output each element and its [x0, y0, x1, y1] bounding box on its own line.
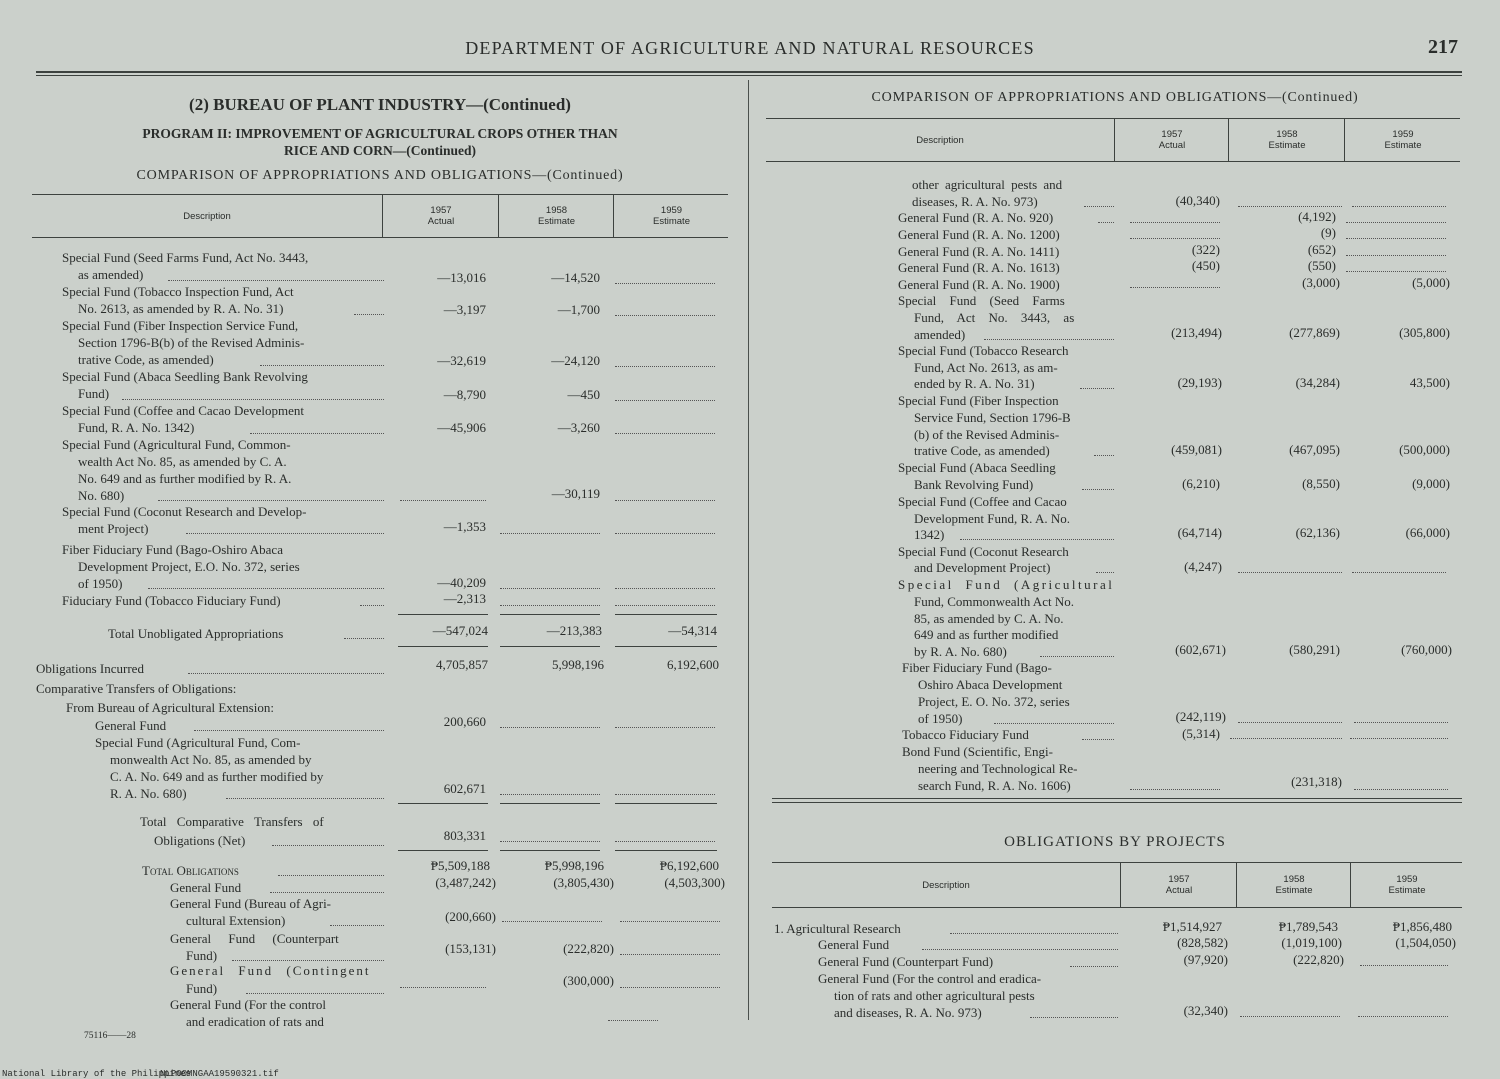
- value: —2,313: [443, 591, 486, 606]
- underline: [398, 646, 488, 647]
- row-label: of 1950): [78, 576, 123, 591]
- table-header-right: [766, 118, 1460, 162]
- col-1959: [1344, 119, 1461, 161]
- leader-dots: [500, 841, 600, 842]
- leader-dots: [615, 315, 715, 316]
- leader-dots: [1358, 1016, 1448, 1017]
- col-1957-year: 1957: [430, 205, 452, 216]
- row-label: General Fund (Bureau of Agri-: [170, 896, 332, 911]
- value: (459,081): [1171, 442, 1222, 457]
- value: (8,550): [1302, 476, 1340, 491]
- value: (34,284): [1295, 375, 1340, 390]
- value: —8,790: [443, 387, 486, 402]
- col-description: Description: [183, 210, 231, 222]
- page-number: 217: [1428, 36, 1458, 58]
- row-label: Oshiro Abaca Development: [918, 677, 1063, 692]
- table-header-left: [32, 194, 728, 238]
- leader-dots: [1082, 739, 1114, 740]
- leader-dots: [1346, 222, 1446, 223]
- row-label: Special Fund (Coconut Research and Develop-: [62, 504, 307, 519]
- leader-dots: [615, 533, 715, 534]
- column-divider: [748, 80, 749, 1020]
- col-1957-kind: Actual: [1158, 140, 1186, 151]
- value: (222,820): [563, 941, 614, 956]
- row-label: Section 1796-B(b) of the Revised Adminis-: [78, 335, 305, 350]
- row-label: General Fund: [170, 880, 242, 895]
- row-label: Special Fund (Tobacco Research: [898, 343, 1069, 358]
- leader-dots: [400, 987, 486, 988]
- leader-dots: [250, 433, 384, 434]
- row-label: Special Fund (Coffee and Cacao: [898, 494, 1067, 509]
- leader-dots: [1080, 388, 1114, 389]
- row-label: Special Fund (Agricultural: [898, 577, 1115, 592]
- row-label: General Fund (R. A. No. 1613): [898, 260, 1060, 275]
- leader-dots: [246, 993, 384, 994]
- row-label: C. A. No. 649 and as further modified by: [110, 769, 324, 784]
- value: —13,016: [437, 270, 486, 285]
- col-description: Description: [922, 879, 970, 891]
- leader-dots: [344, 638, 384, 639]
- leader-dots: [615, 588, 715, 589]
- row-label: Special Fund (Fiber Inspection: [898, 393, 1059, 408]
- value: (300,000): [563, 973, 614, 988]
- row-label: ended by R. A. No. 31): [914, 376, 1035, 391]
- row-label: Fiber Fiduciary Fund (Bago-Oshiro Abaca: [62, 542, 283, 557]
- row-label: General Fund (For the control and eradica-: [818, 971, 1042, 986]
- row-label: Service Fund, Section 1796-B: [914, 410, 1071, 425]
- row-label: Special Fund (Abaca Seedling Bank Revolving: [62, 369, 308, 384]
- leader-dots: [960, 539, 1114, 540]
- col-1959-kind: Estimate: [1384, 140, 1422, 151]
- row-label: From Bureau of Agricultural Extension:: [66, 700, 274, 715]
- comparison-heading-right: COMPARISON OF APPROPRIATIONS AND OBLIGATIONS—(Continued): [871, 90, 1359, 105]
- leader-dots: [168, 280, 384, 281]
- leader-dots: [194, 730, 384, 731]
- leader-dots: [1096, 572, 1114, 573]
- col-1958-year: 1958: [1283, 874, 1305, 885]
- row-label: Special Fund (Agricultural Fund, Common-: [62, 437, 291, 452]
- col-1957: [382, 195, 499, 237]
- value: (652): [1307, 242, 1336, 257]
- value: (4,247): [1184, 559, 1222, 574]
- row-label: General Fund (R. A. No. 1200): [898, 227, 1060, 242]
- value: (222,820): [1293, 952, 1344, 967]
- row-label: Fund, Act No. 2613, as am-: [914, 360, 1058, 375]
- col-description: Description: [916, 134, 964, 146]
- col-1957-year: 1957: [1168, 874, 1190, 885]
- leader-dots: [1346, 271, 1446, 272]
- leader-dots: [1238, 722, 1342, 723]
- leader-dots: [615, 400, 715, 401]
- row-label: amended): [914, 327, 966, 342]
- value: —3,260: [557, 420, 600, 435]
- underline: [398, 803, 488, 804]
- leader-dots: [400, 500, 486, 501]
- col-1957: [1120, 863, 1237, 907]
- row-label: Fiduciary Fund (Tobacco Fiduciary Fund): [62, 593, 281, 608]
- leader-dots: [1352, 206, 1446, 207]
- leader-dots: [984, 339, 1114, 340]
- leader-dots: [615, 841, 715, 842]
- value: —14,520: [551, 270, 600, 285]
- row-label: Special Fund (Coffee and Cacao Development: [62, 403, 304, 418]
- row-label: and Development Project): [914, 560, 1051, 575]
- row-label: Fund, Commonwealth Act No.: [914, 594, 1074, 609]
- col-1958-kind: Estimate: [1275, 885, 1313, 896]
- underline: [398, 614, 488, 615]
- row-label: (b) of the Revised Adminis-: [914, 427, 1060, 442]
- value: —1,700: [557, 302, 600, 317]
- row-label: Special Fund (Coconut Research: [898, 544, 1069, 559]
- row-label: General Fund (Counterpart: [170, 931, 339, 946]
- value: (550): [1307, 258, 1336, 273]
- footer-library: National Library of the Philippines: [2, 1069, 192, 1079]
- row-label: Special Fund (Fiber Inspection Service Fund,: [62, 318, 299, 333]
- value: —24,120: [551, 353, 600, 368]
- row-label: Special Fund (Tobacco Inspection Fund, Act: [62, 284, 294, 299]
- value: (200,660): [445, 909, 496, 924]
- col-1959-year: 1959: [1396, 874, 1418, 885]
- row-label: Obligations (Net): [154, 833, 246, 848]
- header-rule-thin: [36, 75, 1462, 76]
- table-end-rule: [772, 798, 1462, 803]
- value: 6,192,600: [667, 657, 719, 672]
- value: (467,095): [1289, 442, 1340, 457]
- col-1959: [613, 195, 729, 237]
- leader-dots: [1354, 722, 1448, 723]
- row-label: other agricultural pests and: [912, 177, 1063, 192]
- value: (760,000): [1401, 642, 1452, 657]
- value: (97,920): [1183, 952, 1228, 967]
- row-label: 85, as amended by C. A. No.: [914, 611, 1064, 626]
- leader-dots: [500, 794, 600, 795]
- leader-dots: [1352, 572, 1446, 573]
- value: —3,197: [443, 302, 486, 317]
- value: (62,136): [1295, 525, 1340, 540]
- leader-dots: [615, 366, 715, 367]
- value: (153,131): [445, 941, 496, 956]
- leader-dots: [188, 673, 384, 674]
- row-label: General Fund (R. A. No. 1411): [898, 244, 1060, 259]
- value: ₱5,509,188: [430, 858, 490, 873]
- leader-dots: [270, 892, 384, 893]
- value: (40,340): [1175, 193, 1220, 208]
- row-label: No. 649 and as further modified by R. A.: [78, 471, 292, 486]
- leader-dots: [122, 399, 384, 400]
- value: ₱5,998,196: [544, 858, 604, 873]
- page-header-title: DEPARTMENT OF AGRICULTURE AND NATURAL RESOURCES: [465, 38, 1035, 58]
- row-label: General Fund: [95, 718, 167, 733]
- col-1959-year: 1959: [1392, 129, 1414, 140]
- leader-dots: [1040, 656, 1114, 657]
- row-label: ment Project): [78, 521, 149, 536]
- leader-dots: [186, 533, 384, 534]
- leader-dots: [1240, 1016, 1340, 1017]
- value: 4,705,857: [436, 657, 488, 672]
- value: (322): [1191, 242, 1220, 257]
- row-label: Bond Fund (Scientific, Engi-: [902, 744, 1053, 759]
- leader-dots: [994, 723, 1114, 724]
- value: 602,671: [443, 781, 486, 796]
- row-label: monwealth Act No. 85, as amended by: [110, 752, 312, 767]
- value: (3,000): [1302, 275, 1340, 290]
- row-label: General Fund: [818, 937, 890, 952]
- col-1959-year: 1959: [660, 205, 683, 216]
- leader-dots: [1070, 966, 1118, 967]
- leader-dots: [620, 954, 720, 955]
- leader-dots: [615, 794, 715, 795]
- col-1959: [1350, 863, 1463, 907]
- footer-file: NLP00MNGAA19590321.tif: [160, 1069, 279, 1079]
- value: 803,331: [443, 828, 486, 843]
- value: (4,192): [1298, 209, 1336, 224]
- row-label: and diseases, R. A. No. 973): [834, 1005, 982, 1020]
- value: (231,318): [1291, 774, 1342, 789]
- leader-dots: [354, 314, 384, 315]
- row-label: Special Fund (Seed Farms: [898, 293, 1065, 308]
- leader-dots: [950, 933, 1118, 934]
- value: ₱1,856,480: [1392, 919, 1452, 934]
- leader-dots: [500, 727, 600, 728]
- leader-dots: [1130, 238, 1220, 239]
- value: —213,383: [546, 623, 602, 638]
- leader-dots: [620, 921, 720, 922]
- value: (5,314): [1182, 726, 1220, 741]
- value: (242,119): [1175, 709, 1226, 724]
- leader-dots: [1346, 255, 1446, 256]
- value: ₱6,192,600: [659, 858, 719, 873]
- row-label: 649 and as further modified: [914, 627, 1059, 642]
- comparison-heading-left: COMPARISON OF APPROPRIATIONS AND OBLIGATIONS—(Continued): [136, 168, 624, 183]
- row-label: Fund): [78, 386, 110, 401]
- row-label: wealth Act No. 85, as amended by C. A.: [78, 454, 287, 469]
- value: —40,209: [437, 575, 486, 590]
- leader-dots: [615, 605, 715, 606]
- value: (828,582): [1177, 935, 1228, 950]
- program-heading: [30, 125, 730, 159]
- row-label: and eradication of rats and: [186, 1014, 324, 1029]
- row-label: General Fund (For the control: [170, 997, 326, 1012]
- leader-dots: [502, 921, 602, 922]
- leader-dots: [1082, 489, 1114, 490]
- leader-dots: [1094, 455, 1114, 456]
- program-line-1: PROGRAM II: IMPROVEMENT OF AGRICULTURAL CROPS OTHER THAN: [142, 126, 618, 141]
- value: 200,660: [443, 714, 486, 729]
- value: ₱1,514,927: [1162, 919, 1222, 934]
- row-label: Special Fund (Seed Farms Fund, Act No. 3443,: [62, 250, 309, 265]
- value: —54,314: [668, 623, 717, 638]
- value: (29,193): [1177, 375, 1222, 390]
- value: —450: [567, 387, 600, 402]
- value: —45,906: [437, 420, 486, 435]
- row-label: No. 2613, as amended by R. A. No. 31): [78, 301, 284, 316]
- row-label: as amended): [78, 267, 144, 282]
- row-label: of 1950): [918, 711, 963, 726]
- row-label: Development Project, E.O. No. 372, series: [78, 559, 300, 574]
- leader-dots: [1130, 287, 1220, 288]
- leader-dots: [1238, 572, 1342, 573]
- row-label: Special Fund (Abaca Seedling: [898, 460, 1056, 475]
- leader-dots: [615, 727, 715, 728]
- obligations-by-projects-heading: OBLIGATIONS BY PROJECTS: [1004, 834, 1226, 850]
- value: ₱1,789,543: [1278, 919, 1338, 934]
- leader-dots: [500, 588, 600, 589]
- row-label: Tobacco Fiduciary Fund: [902, 727, 1029, 742]
- value: (213,494): [1171, 325, 1222, 340]
- row-label: Development Fund, R. A. No.: [914, 511, 1070, 526]
- row-label: General Fund (R. A. No. 920): [898, 210, 1054, 225]
- col-1958: [498, 195, 614, 237]
- leader-dots: [615, 433, 715, 434]
- leader-dots: [1130, 789, 1220, 790]
- leader-dots: [1354, 789, 1448, 790]
- leader-dots: [272, 845, 384, 846]
- row-label: General Fund (Counterpart Fund): [818, 954, 994, 969]
- value: (9,000): [1412, 476, 1450, 491]
- leader-dots: [226, 798, 384, 799]
- row-label: by R. A. No. 680): [914, 644, 1007, 659]
- leader-dots: [615, 283, 715, 284]
- value: (450): [1191, 258, 1220, 273]
- leader-dots: [158, 500, 384, 501]
- leader-dots: [330, 925, 384, 926]
- col-1959-kind: Estimate: [653, 216, 690, 227]
- leader-dots: [260, 365, 384, 366]
- value: —30,119: [551, 486, 600, 501]
- row-label: cultural Extension): [186, 913, 286, 928]
- leader-dots: [620, 987, 720, 988]
- project-agri-research: 1. Agricultural Research: [774, 921, 901, 936]
- value: (500,000): [1399, 442, 1450, 457]
- total-obligations-label: Total Obligations: [142, 863, 239, 878]
- value: (6,210): [1182, 476, 1220, 491]
- col-1957-year: 1957: [1161, 129, 1183, 140]
- row-label: diseases, R. A. No. 973): [912, 194, 1038, 209]
- row-label: Fund): [186, 948, 218, 963]
- value: (3,805,430): [553, 875, 614, 890]
- leader-dots: [922, 949, 1118, 950]
- value: —547,024: [432, 623, 488, 638]
- value: (580,291): [1289, 642, 1340, 657]
- value: 43,500): [1409, 375, 1450, 390]
- value: —32,619: [437, 353, 486, 368]
- row-label: Project, E. O. No. 372, series: [918, 694, 1070, 709]
- row-label: Fiber Fiduciary Fund (Bago-: [902, 660, 1052, 675]
- row-label: tion of rats and other agricultural pests: [834, 988, 1035, 1003]
- value: (602,671): [1175, 642, 1226, 657]
- row-label: trative Code, as amended): [78, 352, 214, 367]
- row-label: Fund): [186, 981, 218, 996]
- leader-dots: [500, 605, 600, 606]
- underline: [500, 850, 600, 851]
- row-label: Comparative Transfers of Obligations:: [36, 681, 237, 696]
- leader-dots: [1238, 206, 1342, 207]
- footer-code: 75116——28: [84, 1031, 136, 1041]
- underline: [615, 850, 717, 851]
- leader-dots: [1098, 222, 1114, 223]
- value: —1,353: [443, 519, 486, 534]
- header-rule: [36, 71, 1462, 73]
- underline: [500, 614, 600, 615]
- program-line-2: RICE AND CORN—(Continued): [283, 143, 477, 158]
- value: (3,487,242): [435, 875, 496, 890]
- row-label: Special Fund (Agricultural Fund, Com-: [95, 735, 301, 750]
- leader-dots: [148, 588, 384, 589]
- leader-dots: [232, 960, 384, 961]
- row-label: Total Comparative Transfers of: [140, 814, 324, 829]
- value: (64,714): [1177, 525, 1222, 540]
- value: (4,503,300): [664, 875, 725, 890]
- value: (32,340): [1183, 1003, 1228, 1018]
- leader-dots: [360, 605, 384, 606]
- leader-dots: [278, 875, 384, 876]
- row-label: Fund, R. A. No. 1342): [78, 420, 195, 435]
- leader-dots: [1084, 206, 1114, 207]
- leader-dots: [1230, 738, 1342, 739]
- col-1958-kind: Estimate: [538, 216, 575, 227]
- row-label: trative Code, as amended): [914, 443, 1050, 458]
- leader-dots: [608, 1020, 658, 1021]
- leader-dots: [500, 533, 600, 534]
- value: (1,019,100): [1281, 935, 1342, 950]
- value: 5,998,196: [552, 657, 604, 672]
- col-1957-kind: Actual: [427, 216, 455, 227]
- leader-dots: [1130, 222, 1220, 223]
- col-1958-year: 1958: [545, 205, 568, 216]
- value: (305,800): [1399, 325, 1450, 340]
- col-1958: [1236, 863, 1351, 907]
- underline: [398, 850, 488, 851]
- col-1958-kind: Estimate: [1268, 140, 1306, 151]
- row-label: neering and Technological Re-: [918, 761, 1078, 776]
- leader-dots: [615, 500, 715, 501]
- col-1957: [1114, 119, 1229, 161]
- value: (1,504,050): [1395, 935, 1456, 950]
- total-unobligated-label: Total Unobligated Appropriations: [108, 626, 284, 641]
- underline: [615, 646, 717, 647]
- obligations-incurred-label: Obligations Incurred: [36, 661, 144, 676]
- leader-dots: [1346, 238, 1446, 239]
- underline: [500, 646, 600, 647]
- row-label: Bank Revolving Fund): [914, 477, 1034, 492]
- leader-dots: [1350, 738, 1448, 739]
- row-label: No. 680): [78, 488, 125, 503]
- value: (277,869): [1289, 325, 1340, 340]
- row-label: General Fund (R. A. No. 1900): [898, 277, 1060, 292]
- underline: [500, 803, 600, 804]
- underline: [615, 614, 717, 615]
- underline: [615, 803, 717, 804]
- value: (66,000): [1405, 525, 1450, 540]
- row-label: 1342): [914, 527, 945, 542]
- col-1959-kind: Estimate: [1388, 885, 1426, 896]
- leader-dots: [1030, 1017, 1118, 1018]
- bureau-heading: (2) BUREAU OF PLANT INDUSTRY—(Continued): [189, 95, 571, 114]
- col-1958-year: 1958: [1276, 129, 1298, 140]
- col-1957-kind: Actual: [1165, 885, 1193, 896]
- value: (5,000): [1412, 275, 1450, 290]
- row-label: R. A. No. 680): [110, 786, 187, 801]
- col-1958: [1228, 119, 1345, 161]
- row-label: Fund, Act No. 3443, as: [914, 310, 1075, 325]
- row-label: General Fund (Contingent: [170, 963, 371, 978]
- row-label: search Fund, R. A. No. 1606): [918, 778, 1071, 793]
- leader-dots: [1360, 965, 1448, 966]
- table-header-projects: [772, 862, 1462, 908]
- value: (9): [1320, 225, 1336, 240]
